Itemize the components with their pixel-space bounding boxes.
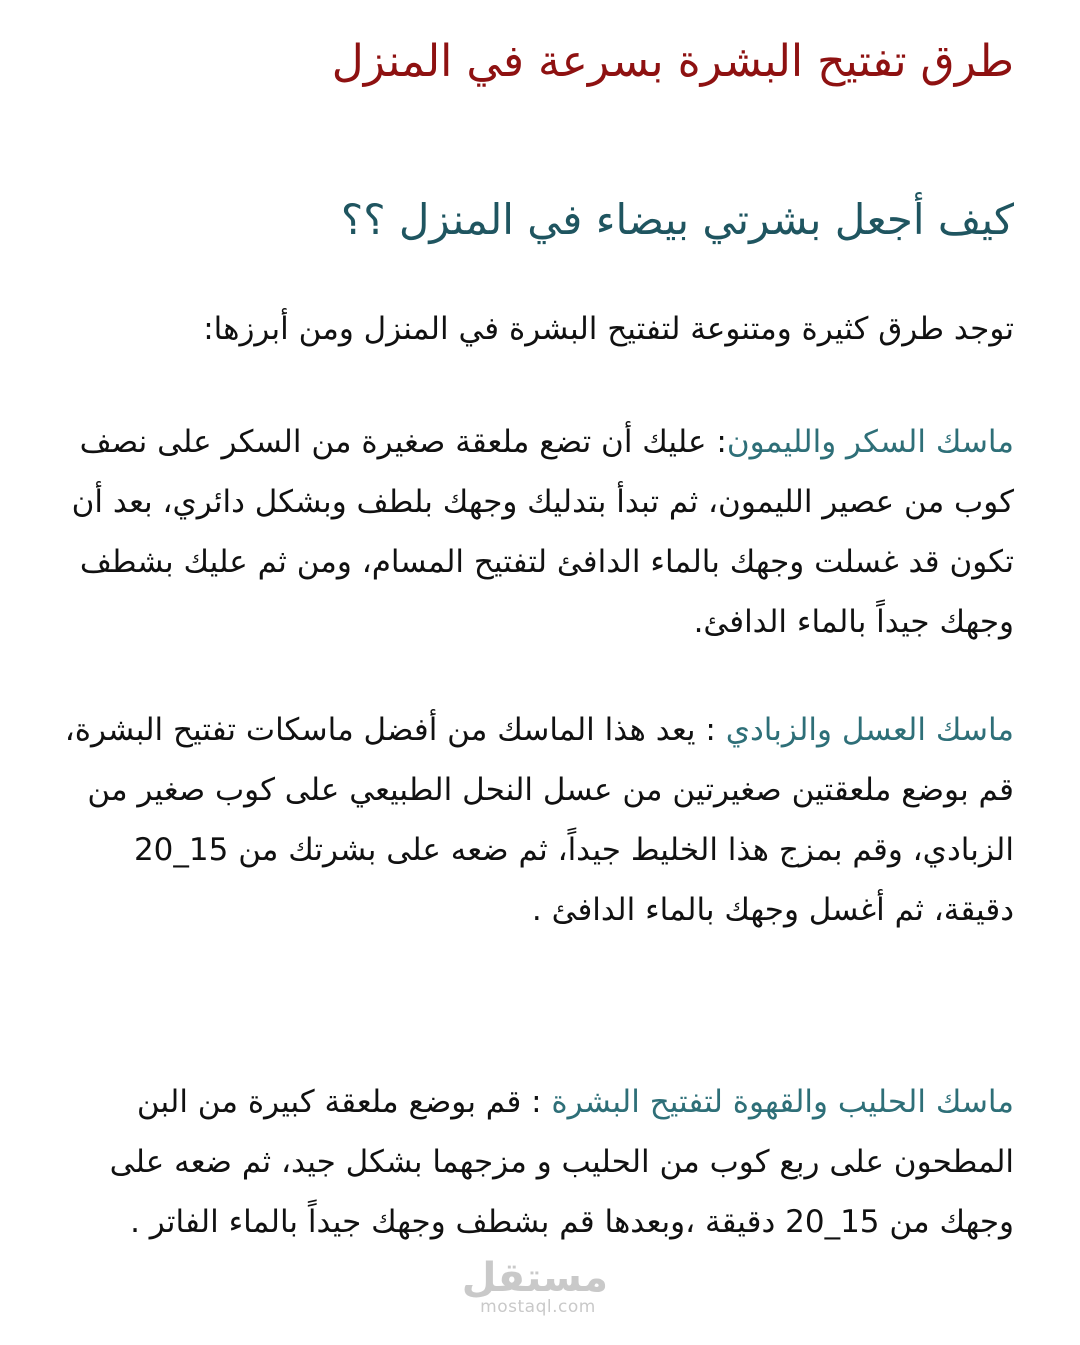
section-body: قم بوضع ملعقة كبيرة من البن المطحون على ربع كوب من الحليب و مزجهما بشكل جيد، ثم ضعه على وجهك من 15_20 دقيقة ،وبعدها قم بشطف وجهك جيداً بالماء الفاتر .	[109, 1084, 1014, 1240]
section-sugar-lemon-mask	[64, 412, 1014, 652]
watermark-latin-text: mostaql.com	[480, 1297, 596, 1317]
section-body: يعد هذا الماسك من أفضل ماسكات تفتيح البشرة، قم بوضع ملعقتين صغيرتين من عسل النحل الطبيعي على كوب صغير من الزبادي، وقم بمزج هذا الخليط جيداً، ثم ضعه على بشرتك من 15_20 دقيقة، ثم أغسل وجهك بالماء الدافئ .	[64, 712, 1014, 928]
intro-paragraph: توجد طرق كثيرة ومتنوعة لتفتيح البشرة في المنزل ومن أبرزها:	[203, 311, 1014, 347]
sub-title: كيف أجعل بشرتي بيضاء في المنزل ؟؟	[340, 195, 1014, 244]
main-title: طرق تفتيح البشرة بسرعة في المنزل	[331, 36, 1014, 87]
section-separator: :	[706, 424, 727, 460]
section-heading: ماسك الحليب والقهوة لتفتيح البشرة	[551, 1084, 1014, 1120]
section-honey-yogurt-mask	[64, 700, 1014, 940]
section-separator: :	[521, 1084, 552, 1120]
mostaql-watermark	[461, 1255, 608, 1317]
section-body: عليك أن تضع ملعقة صغيرة من السكر على نصف كوب من عصير الليمون، ثم تبدأ بتدليك وجهك بلطف وبشكل دائري، بعد أن تكون قد غسلت وجهك بالماء الدافئ لتفتيح المسام، ومن ثم عليك بشطف وجهك جيداً بالماء الدافئ.	[71, 424, 1014, 640]
section-heading: ماسك العسل والزبادي	[725, 712, 1014, 748]
section-milk-coffee-mask	[64, 1072, 1014, 1252]
watermark-arabic-text: مستقل	[461, 1255, 608, 1301]
section-separator: :	[695, 712, 726, 748]
section-heading: ماسك السكر والليمون	[726, 424, 1014, 460]
